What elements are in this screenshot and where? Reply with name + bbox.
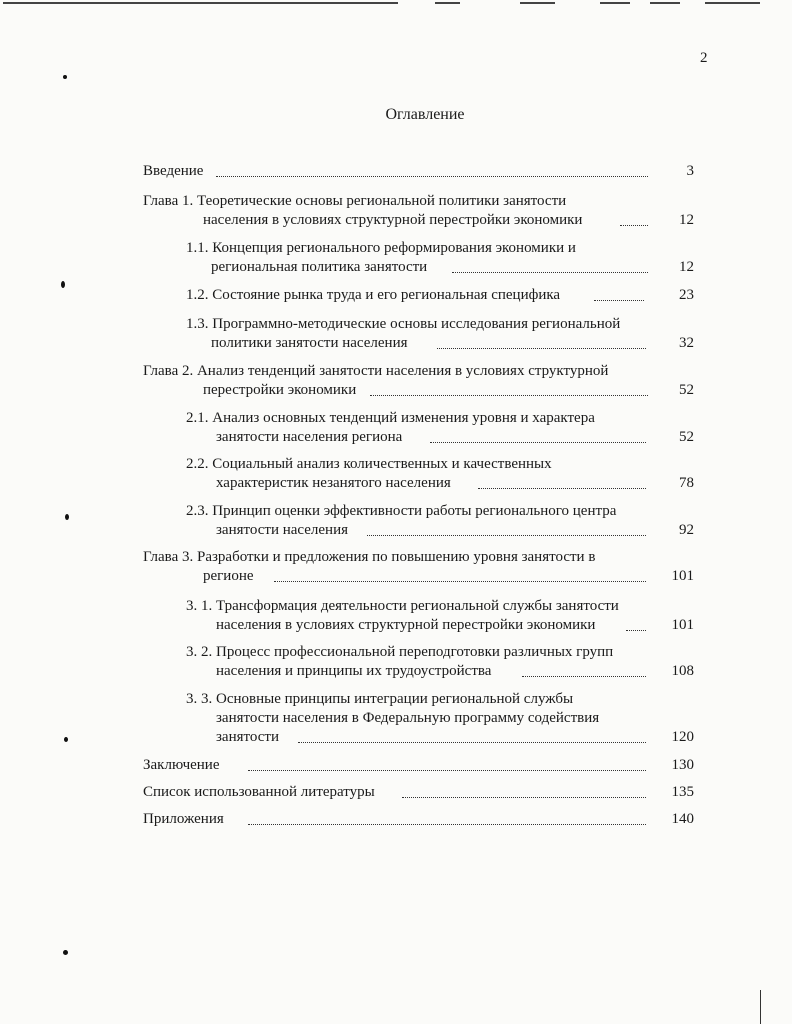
dot-leader <box>437 348 646 349</box>
toc-page-number: 92 <box>679 522 694 538</box>
toc-page-number: 78 <box>679 475 694 491</box>
toc-entry-text: 1.2. Состояние рынка труда и его региональная специфика <box>186 287 561 303</box>
toc-entry-text: 3. 3. Основные принципы интеграции региональной службы <box>186 691 574 707</box>
toc-entry-text: 1.1. Концепция регионального реформирования экономики и <box>186 240 576 256</box>
toc-entry-text: Глава 3. Разработки и предложения по повышению уровня занятости в <box>143 549 596 565</box>
toc-page-number: 52 <box>679 429 694 445</box>
toc-entry-text: Глава 1. Теоретические основы региональной политики занятости <box>143 193 567 209</box>
toc-page-number: 23 <box>679 287 694 303</box>
dot-leader <box>402 797 646 798</box>
dot-leader <box>370 395 648 396</box>
toc-page-number: 140 <box>671 811 694 827</box>
dot-leader <box>298 742 646 743</box>
dot-leader <box>367 535 646 536</box>
scan-edge-line <box>760 990 761 1024</box>
toc-page-number: 130 <box>671 757 694 773</box>
toc-entry-text: 2.3. Принцип оценки эффективности работы регионального центра <box>186 503 617 519</box>
toc-page-number: 52 <box>679 382 694 398</box>
toc-page-number: 101 <box>671 568 694 584</box>
toc-entry-text: регионе <box>203 568 254 584</box>
toc-entry-text: политики занятости населения <box>211 335 408 351</box>
dot-leader <box>248 824 646 825</box>
toc-entry-text: Введение <box>143 163 204 179</box>
page-title: Оглавление <box>385 106 465 123</box>
toc-page-number: 101 <box>671 617 694 633</box>
page-number: 2 <box>700 50 708 66</box>
toc-entry-text: населения и принципы их трудоустройства <box>216 663 492 679</box>
toc-entry-text: занятости населения в Федеральную программу содействия <box>216 710 600 726</box>
toc-entry-text: занятости <box>216 729 279 745</box>
dot-leader <box>248 770 646 771</box>
scan-speck <box>63 950 68 955</box>
toc-entry-text: населения в условиях структурной перестройки экономики <box>216 617 596 633</box>
toc-page-number: 108 <box>671 663 694 679</box>
toc-entry-text: Список использованной литературы <box>143 784 375 800</box>
dot-leader <box>274 581 646 582</box>
scan-speck <box>65 514 69 520</box>
toc-page-number: 3 <box>686 163 694 179</box>
toc-entry-text: Глава 2. Анализ тенденций занятости населения в условиях структурной <box>143 363 609 379</box>
toc-entry-text: 3. 2. Процесс профессиональной переподготовки различных групп <box>186 644 614 660</box>
toc-entry-text: 2.2. Социальный анализ количественных и качественных <box>186 456 552 472</box>
toc-page-number: 32 <box>679 335 694 351</box>
toc-page-number: 12 <box>679 259 694 275</box>
toc-page-number: 120 <box>671 729 694 745</box>
scan-speck <box>61 281 65 288</box>
toc-page-number: 12 <box>679 212 694 228</box>
dot-leader <box>522 676 646 677</box>
toc-entry-text: Приложения <box>143 811 224 827</box>
dot-leader <box>478 488 646 489</box>
toc-entry-text: Заключение <box>143 757 220 773</box>
toc-entry-text: перестройки экономики <box>203 382 357 398</box>
toc-entry-text: 1.3. Программно-методические основы исследования региональной <box>186 316 621 332</box>
toc-page-number: 135 <box>671 784 694 800</box>
scan-speck <box>63 75 67 79</box>
scan-top-edge <box>0 0 792 10</box>
toc-entry-text: занятости населения региона <box>216 429 403 445</box>
toc-entry-text: региональная политика занятости <box>211 259 428 275</box>
dot-leader <box>216 176 648 177</box>
scan-speck <box>64 737 68 742</box>
toc-entry-text: занятости населения <box>216 522 349 538</box>
toc-entry-text: характеристик незанятого населения <box>216 475 451 491</box>
toc-entry-text: 3. 1. Трансформация деятельности региональной службы занятости <box>186 598 619 614</box>
toc-entry-text: населения в условиях структурной перестройки экономики <box>203 212 583 228</box>
toc-entry-text: 2.1. Анализ основных тенденций изменения уровня и характера <box>186 410 595 426</box>
dot-leader <box>430 442 646 443</box>
dot-leader <box>452 272 648 273</box>
